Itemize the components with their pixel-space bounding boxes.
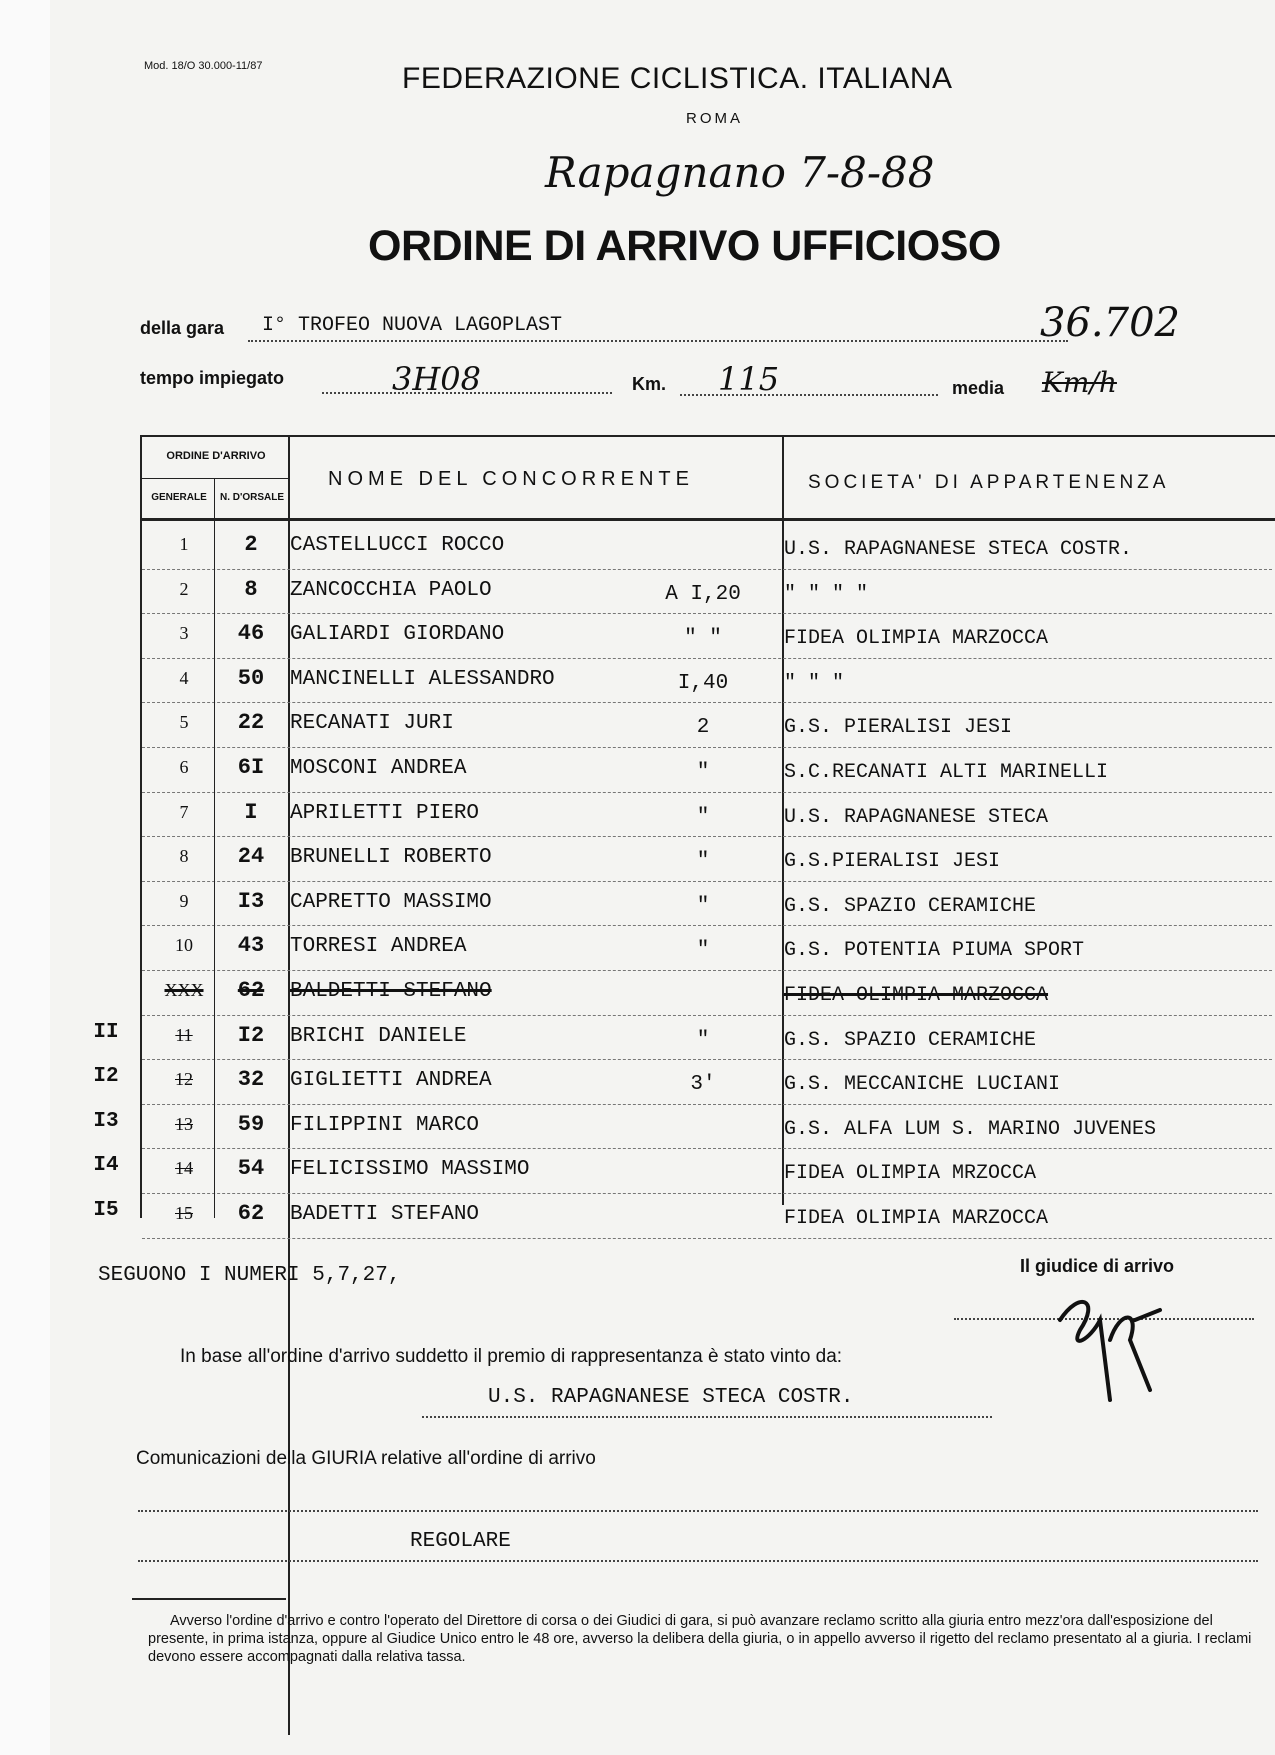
- row-time-gap: ": [696, 850, 710, 874]
- comunicazioni-line-1: [138, 1510, 1258, 1512]
- table-row-separator: [142, 970, 1272, 971]
- table-top-border: [140, 435, 1275, 437]
- seguono-numeri: SEGUONO I NUMERI 5,7,27,: [98, 1264, 401, 1287]
- row-bib-number: 50: [237, 665, 265, 691]
- row-time-gap: 2: [696, 716, 710, 740]
- km-label: Km.: [632, 374, 667, 394]
- row-general-position: 6: [179, 757, 189, 777]
- row-general-position: 3: [179, 623, 189, 644]
- legal-note: Avverso l'ordine d'arrivo e contro l'operato del Direttore di corsa o dei Giudici di gara, si può avanzare reclamo scritto alla giuria entro mezz'ora dall'esposizione del presente, in prima istanza, oppure al Giudice Unico entro le 48 ore, avverso la delibera della giuria, o in appello avverso il rigetto del reclamo presentato al a giuria. I reclami devono essere accompagnati dalla relativa tassa.: [148, 1613, 1252, 1665]
- row-rider-name: BALDETTI STEFANO: [290, 980, 492, 1003]
- row-general-position: 11: [175, 1024, 193, 1045]
- row-bib-number: 22: [237, 710, 265, 736]
- gara-line: [248, 340, 1068, 342]
- table-left-border: [140, 435, 142, 520]
- tempo-value: 3H08: [392, 360, 481, 398]
- handwritten-place: I3: [93, 1109, 119, 1133]
- row-rider-name: GIGLIETTI ANDREA: [290, 1069, 492, 1093]
- header-societa: SOCIETA' DI APPARTENENZA: [808, 472, 1170, 493]
- comunicazioni-line-2: [138, 1560, 1258, 1562]
- gara-label: della gara: [140, 318, 225, 338]
- row-general-position: 4: [179, 667, 189, 688]
- header-nome: NOME DEL CONCORRENTE: [328, 468, 694, 490]
- row-rider-name: APRILETTI PIERO: [290, 801, 480, 825]
- federation-name: FEDERAZIONE CICLISTICA. ITALIANA: [402, 62, 953, 95]
- tempo-label: tempo impiegato: [140, 368, 285, 388]
- row-team-name: G.S. SPAZIO CERAMICHE: [784, 1028, 1037, 1052]
- row-general-position: 1: [179, 534, 189, 554]
- row-general-position: 8: [179, 846, 189, 867]
- table-group-divider: [140, 478, 290, 479]
- gen-bib-divider: [214, 518, 215, 1218]
- row-bib-number: 32: [237, 1067, 265, 1093]
- row-bib-number: 46: [237, 621, 265, 647]
- media-unit: Km/h: [1042, 366, 1117, 399]
- handwritten-place: II: [93, 1020, 119, 1044]
- row-rider-name: MOSCONI ANDREA: [290, 757, 467, 780]
- row-team-name: U.S. RAPAGNANESE STECA COSTR.: [784, 538, 1133, 561]
- row-bib-number: 54: [237, 1156, 265, 1182]
- row-bib-number: 62: [237, 978, 265, 1003]
- row-time-gap: A I,20: [665, 582, 741, 606]
- row-team-name: G.S. SPAZIO CERAMICHE: [784, 894, 1037, 918]
- header-generale: GENERALE: [151, 492, 207, 503]
- row-general-position: 2: [179, 578, 189, 599]
- gara-value: I° TROFEO NUOVA LAGOPLAST: [262, 314, 563, 337]
- row-team-name: G.S. MECCANICHE LUCIANI: [784, 1073, 1061, 1097]
- row-rider-name: ZANCOCCHIA PAOLO: [290, 578, 492, 602]
- city: ROMA: [686, 110, 743, 127]
- table-row-separator: [142, 1193, 1272, 1194]
- form-code: Mod. 18/O 30.000-11/87: [144, 60, 263, 72]
- table-row-separator: [142, 925, 1272, 926]
- row-time-gap: ": [696, 1028, 710, 1052]
- table-row-separator: [142, 1015, 1272, 1016]
- scan-margin: [0, 0, 50, 1755]
- media-value: 36.702: [1040, 300, 1180, 346]
- row-general-position: 14: [175, 1158, 193, 1179]
- row-bib-number: 62: [237, 1201, 265, 1226]
- row-rider-name: TORRESI ANDREA: [290, 935, 467, 959]
- header-col-divider: [214, 478, 215, 520]
- row-time-gap: ": [696, 939, 710, 963]
- row-rider-name: BADETTI STEFANO: [290, 1203, 480, 1226]
- row-time-gap: 3': [690, 1073, 716, 1097]
- comunicazioni-label: Comunicazioni della GIURIA relative all'ordine di arrivo: [136, 1448, 596, 1469]
- row-rider-name: FILIPPINI MARCO: [290, 1113, 480, 1137]
- row-time-gap: ": [696, 761, 710, 784]
- row-team-name: " " " ": [784, 582, 869, 606]
- handwritten-place: I2: [93, 1065, 119, 1089]
- footnote-rule: [132, 1598, 286, 1600]
- row-rider-name: CASTELLUCCI ROCCO: [290, 534, 505, 557]
- row-general-position: 12: [175, 1069, 193, 1090]
- table-row-separator: [142, 613, 1272, 614]
- table-row-separator: [142, 1238, 1272, 1239]
- row-general-position: 15: [175, 1203, 193, 1223]
- row-bib-number: I3: [237, 888, 265, 914]
- premio-line: [422, 1416, 992, 1418]
- premio-text: In base all'ordine d'arrivo suddetto il premio di rappresentanza è stato vinto da:: [180, 1346, 843, 1367]
- row-bib-number: I: [244, 799, 258, 825]
- header-ordine-arrivo: ORDINE D'ARRIVO: [166, 450, 266, 462]
- row-time-gap: I,40: [677, 671, 729, 695]
- header-dorsale: N. D'ORSALE: [219, 492, 285, 503]
- row-bib-number: 6I: [237, 755, 265, 780]
- table-row-separator: [142, 658, 1272, 659]
- table-header-border: [140, 518, 1275, 521]
- media-label: media: [952, 378, 1005, 398]
- row-team-name: G.S. ALFA LUM S. MARINO JUVENES: [784, 1117, 1157, 1141]
- row-rider-name: BRUNELLI ROBERTO: [290, 846, 492, 870]
- handwritten-place: I4: [93, 1154, 119, 1178]
- row-general-position: 13: [175, 1113, 193, 1134]
- row-team-name: " " ": [784, 671, 845, 695]
- row-general-position: 10: [175, 935, 193, 956]
- row-team-name: FIDEA OLIMPIA MRZOCCA: [784, 1162, 1037, 1186]
- table-row-separator: [142, 569, 1272, 570]
- row-time-gap: ": [696, 805, 710, 829]
- row-time-gap: ": [696, 894, 710, 918]
- handwritten-place: I5: [93, 1199, 119, 1222]
- km-value: 115: [718, 360, 780, 398]
- row-general-position: 7: [179, 801, 189, 822]
- handwritten-place-date: Rapagnano 7-8-88: [545, 148, 935, 197]
- judge-signature: [1040, 1280, 1180, 1420]
- table-row-separator: [142, 836, 1272, 837]
- table-row-separator: [142, 1104, 1272, 1105]
- row-rider-name: RECANATI JURI: [290, 712, 454, 736]
- table-left-border-rows: [140, 518, 142, 1218]
- comunicazioni-value: REGOLARE: [410, 1530, 511, 1553]
- row-bib-number: 24: [237, 844, 265, 870]
- row-rider-name: FELICISSIMO MASSIMO: [290, 1158, 530, 1182]
- row-bib-number: I2: [237, 1022, 265, 1048]
- row-bib-number: 59: [237, 1111, 265, 1137]
- row-bib-number: 43: [237, 933, 265, 959]
- document-title: ORDINE DI ARRIVO UFFICIOSO: [368, 222, 1001, 270]
- giudice-label: Il giudice di arrivo: [1020, 1256, 1175, 1276]
- row-rider-name: BRICHI DANIELE: [290, 1024, 467, 1048]
- row-bib-number: 2: [244, 532, 258, 557]
- premio-winner: U.S. RAPAGNANESE STECA COSTR.: [488, 1386, 854, 1409]
- row-team-name: FIDEA OLIMPIA MARZOCCA: [784, 1207, 1049, 1230]
- table-row-separator: [142, 881, 1272, 882]
- row-general-position: XXX: [164, 980, 204, 1000]
- row-team-name: G.S.PIERALISI JESI: [784, 850, 1001, 874]
- row-rider-name: CAPRETTO MASSIMO: [290, 890, 492, 914]
- row-team-name: G.S. PIERALISI JESI: [784, 716, 1013, 740]
- table-row-separator: [142, 792, 1272, 793]
- row-team-name: FIDEA OLIMPIA MARZOCCA: [784, 984, 1049, 1007]
- table-row-separator: [142, 1059, 1272, 1060]
- row-team-name: FIDEA OLIMPIA MARZOCCA: [784, 627, 1049, 651]
- table-row-separator: [142, 702, 1272, 703]
- row-rider-name: MANCINELLI ALESSANDRO: [290, 667, 555, 691]
- row-general-position: 5: [179, 712, 189, 733]
- row-rider-name: GALIARDI GIORDANO: [290, 623, 505, 647]
- row-team-name: G.S. POTENTIA PIUMA SPORT: [784, 939, 1085, 963]
- table-row-separator: [142, 1148, 1272, 1149]
- row-general-position: 9: [179, 890, 189, 911]
- row-team-name: U.S. RAPAGNANESE STECA: [784, 805, 1049, 829]
- row-team-name: S.C.RECANATI ALTI MARINELLI: [784, 761, 1109, 784]
- row-time-gap: " ": [684, 627, 722, 651]
- row-bib-number: 8: [244, 576, 258, 602]
- table-row-separator: [142, 747, 1272, 748]
